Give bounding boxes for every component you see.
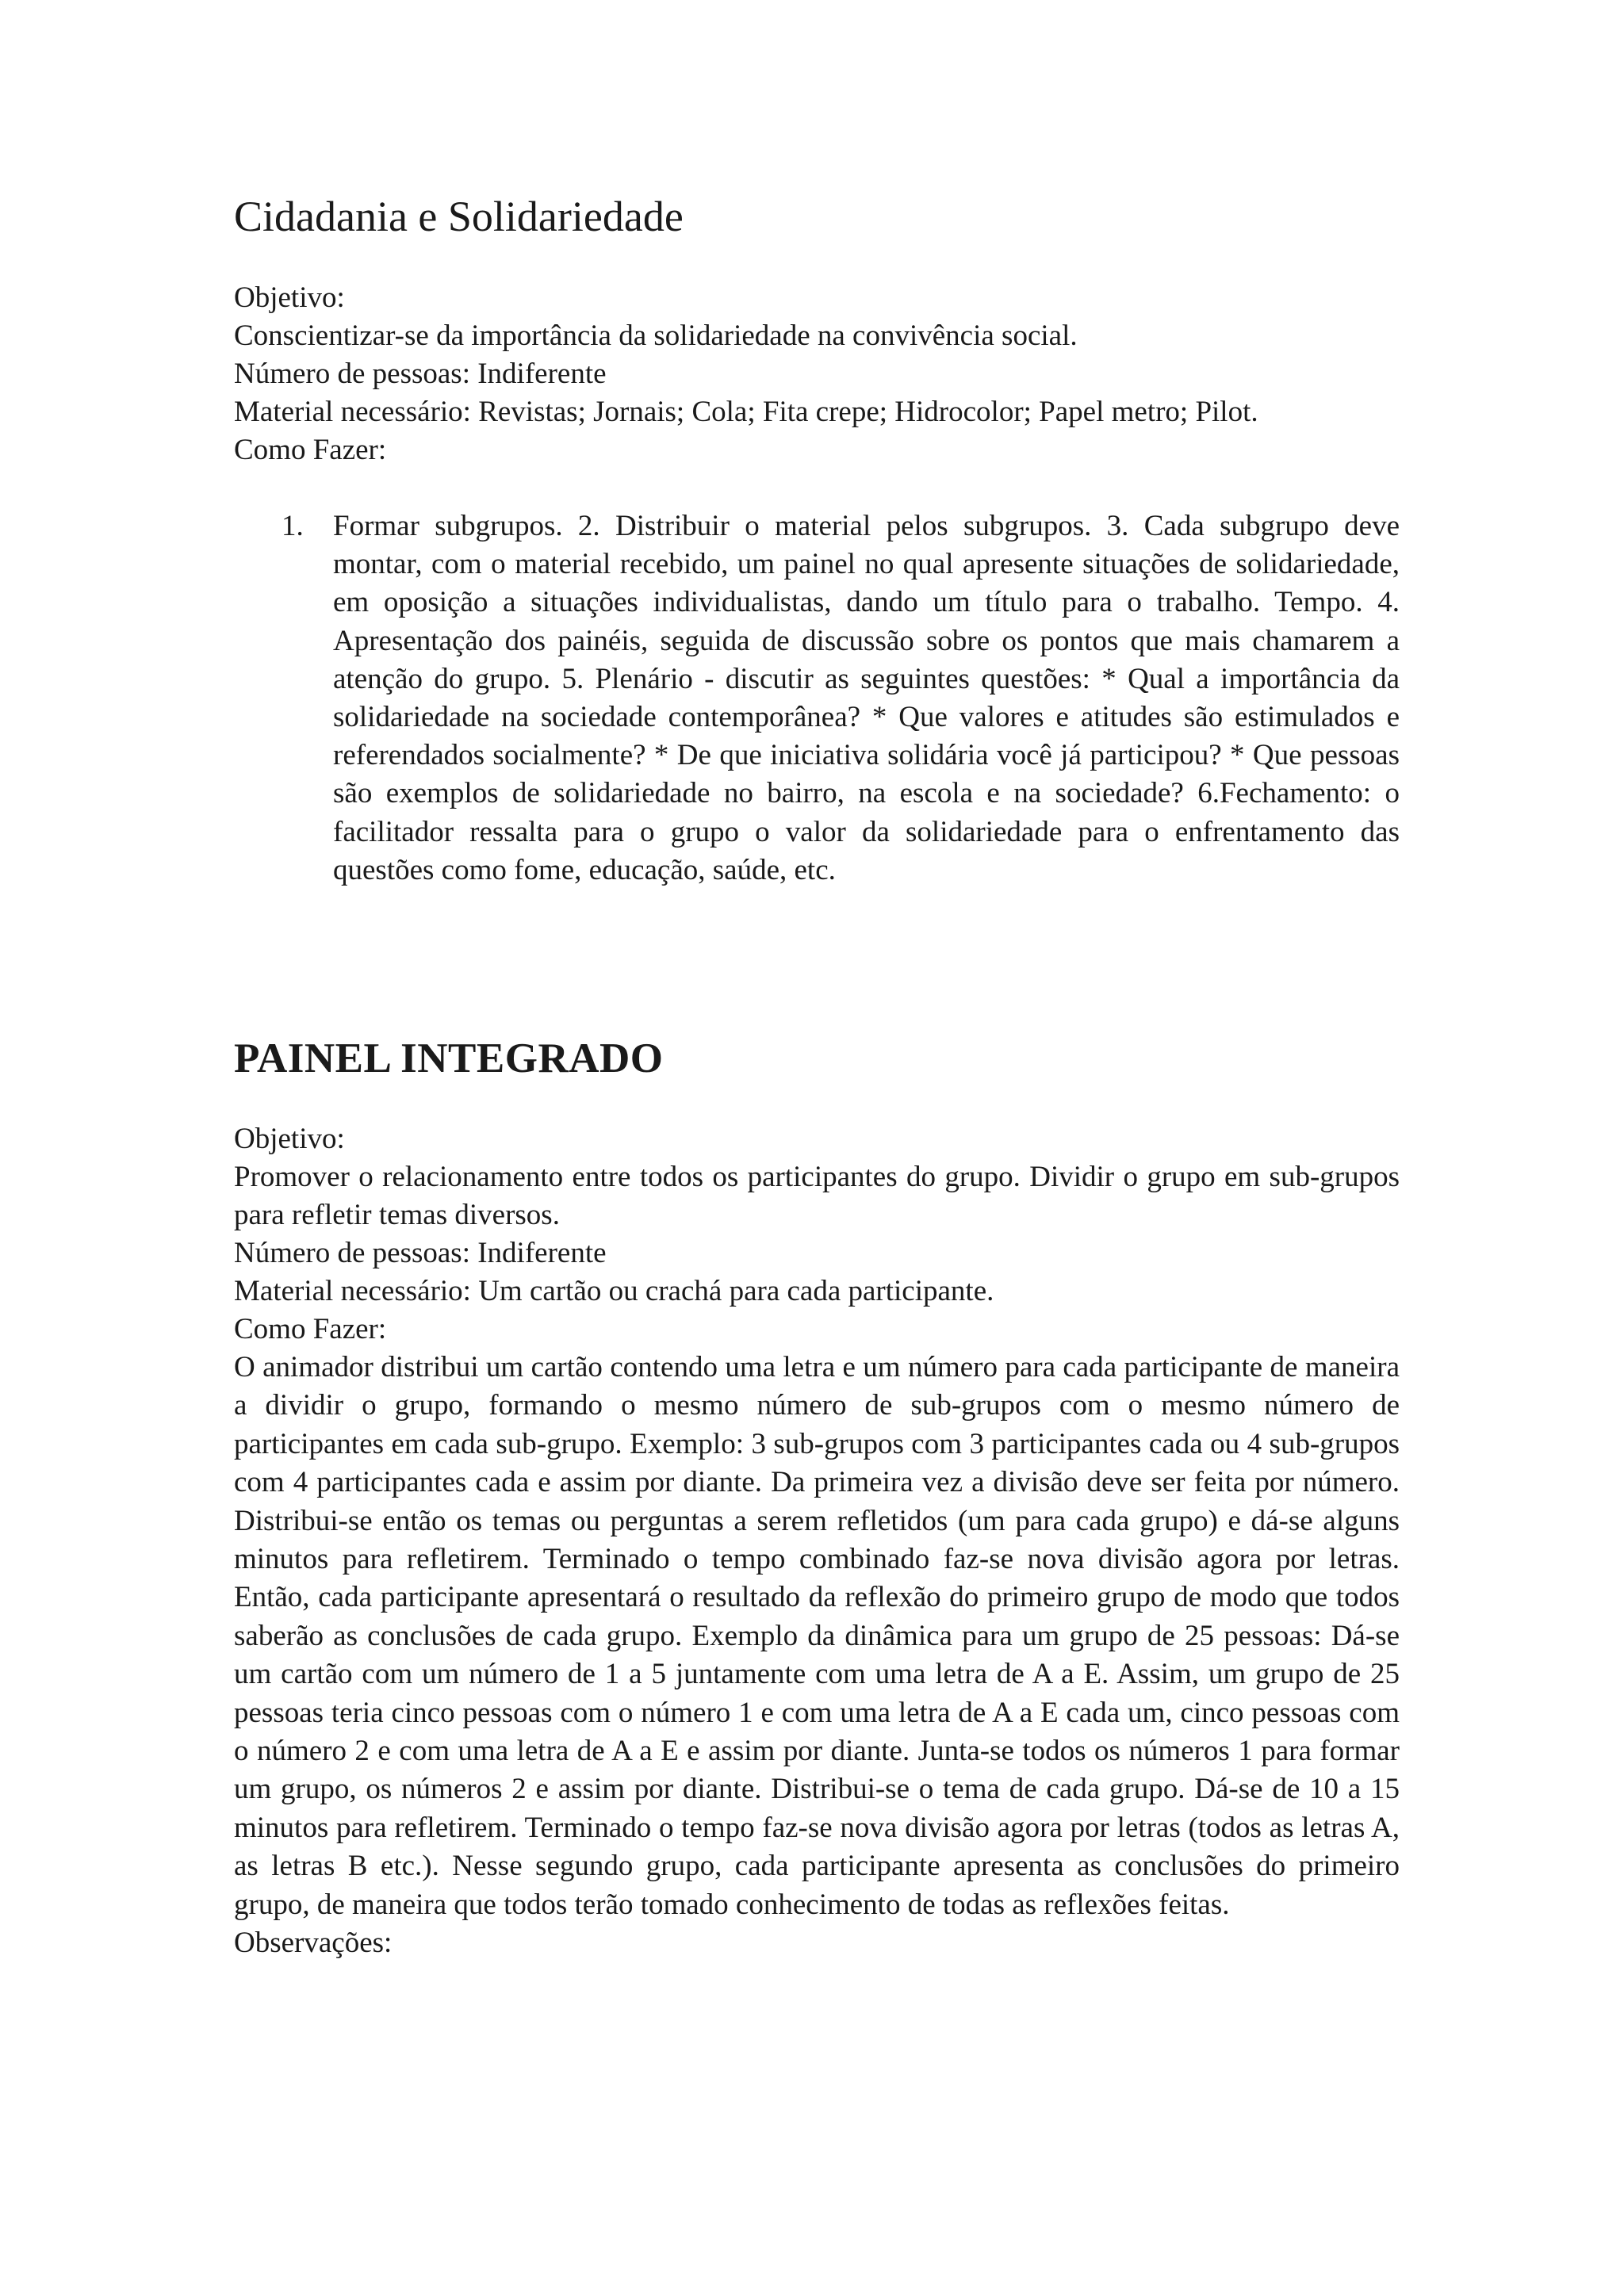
- section-title-painel: PAINEL INTEGRADO: [234, 1035, 664, 1081]
- objective-label: Objetivo:: [234, 281, 345, 314]
- material-list: Material necessário: Um cartão ou crachá para cada participante.: [234, 1275, 994, 1307]
- objective-text: Promover o relacionamento entre todos os participantes do grupo. Dividir o grupo em sub-grupos para refletir temas diversos.: [234, 1161, 1400, 1231]
- section-painel-info: [234, 1120, 1400, 1962]
- objective-text: Conscientizar-se da importância da solidariedade na convivência social.: [234, 320, 1078, 352]
- how-to-label: Como Fazer:: [234, 1313, 387, 1345]
- people-count: Número de pessoas: Indiferente: [234, 1237, 607, 1269]
- section-cidadania-info: [234, 279, 1400, 469]
- material-list: Material necessário: Revistas; Jornais; Cola; Fita crepe; Hidrocolor; Papel metro; Pilot.: [234, 396, 1258, 428]
- how-to-text: O animador distribui um cartão contendo uma letra e um número para cada participante de maneira a dividir o grupo, formando o mesmo número de sub-grupos com o mesmo número de participantes em cada sub-grupo. Exemplo: 3 sub-grupos com 3 participantes cada ou 4 sub-grupos com 4 participantes cada e assim por diante. Da primeira vez a divisão deve ser feita por número. Distribui-se então os temas ou perguntas a serem refletidos (um para cada grupo) e dá-se alguns minutos para refletirem. Terminado o tempo combinado faz-se nova divisão agora por letras. Então, cada participante apresentará o resultado da reflexão do primeiro grupo de modo que todos saberão as conclusões de cada grupo. Exemplo da dinâmica para um grupo de 25 pessoas: Dá-se um cartão com um número de 1 a 5 juntamente com uma letra de A a E. Assim, um grupo de 25 pessoas teria cinco pessoas com o número 1 e com uma letra de A a E cada um, cinco pessoas com o número 2 e com uma letra de A a E e assim por diante. Junta-se todos os números 1 para formar um grupo, os números 2 e assim por diante. Distribui-se o tema de cada grupo. Dá-se de 10 a 15 minutos para refletirem. Terminado o tempo faz-se nova divisão agora por letras (todos as letras A, as letras B etc.). Nesse segundo grupo, cada participante apresenta as conclusões do primeiro grupo, de maneira que todos terão tomado conhecimento de todas as reflexões feitas.: [234, 1351, 1400, 1921]
- objective-label: Objetivo:: [234, 1123, 345, 1155]
- observations-label: Observações:: [234, 1927, 393, 1960]
- how-to-label: Como Fazer:: [234, 434, 387, 466]
- list-number: 1.: [282, 510, 304, 542]
- list-item-text: Formar subgrupos. 2. Distribuir o material pelos subgrupos. 3. Cada subgrupo deve montar, com o material recebido, um painel no qual apresente situações de solidariedade, em oposição a situações individualistas, dando um título para o trabalho. Tempo. 4. Apresentação dos painéis, seguida de discussão sobre os pontos que mais chamarem a atenção do grupo. 5. Plenário - discutir as seguintes questões: * Qual a importância da solidariedade na sociedade contemporânea? * Que valores e atitudes são estimulados e referendados socialmente? * De que iniciativa solidária você já participou? * Que pessoas são exemplos de solidariedade no bairro, na escola e na sociedade? 6.Fechamento: o facilitador ressalta para o grupo o valor da solidariedade para o enfrentamento das questões como fome, educação, saúde, etc.: [333, 510, 1400, 886]
- people-count: Número de pessoas: Indiferente: [234, 358, 607, 390]
- section-title-cidadania: Cidadania e Solidariedade: [234, 193, 684, 240]
